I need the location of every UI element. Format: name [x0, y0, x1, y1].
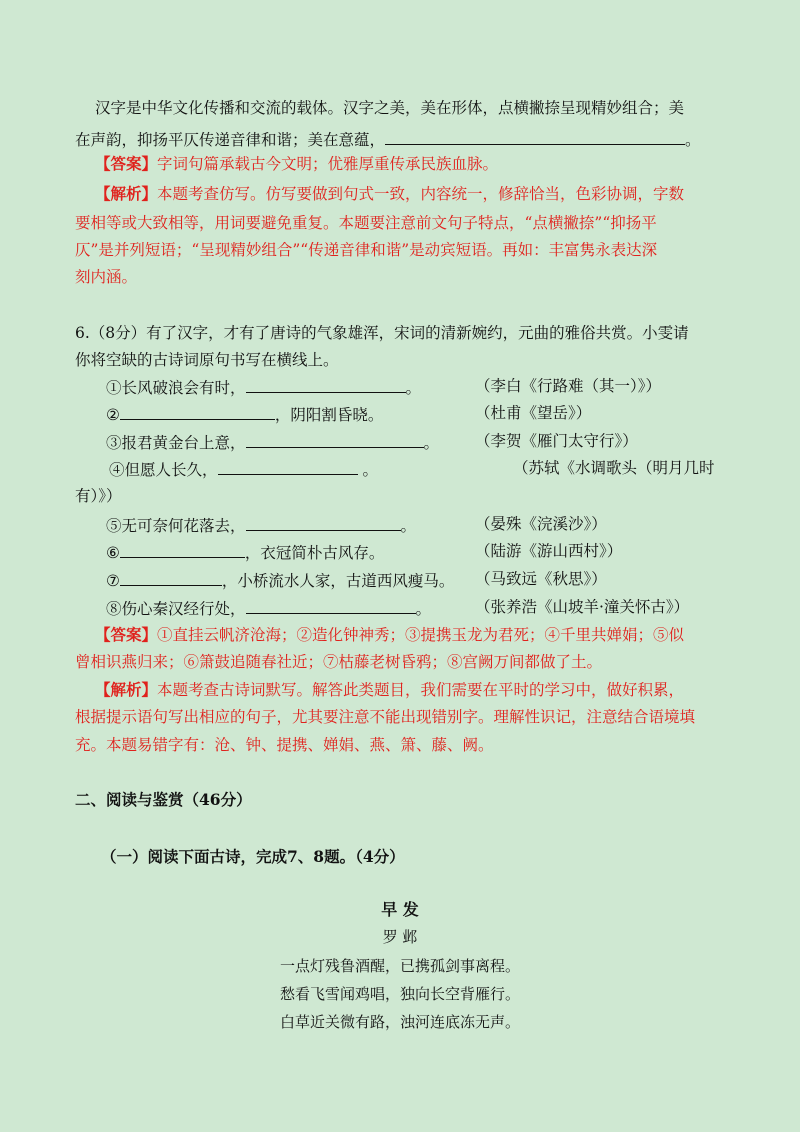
- passage-line-2: [75, 128, 735, 150]
- fill-blank: [385, 128, 685, 145]
- item-prefix: ④但愿人长久，: [109, 461, 218, 479]
- analysis-5-line-2: 要相等或大致相等，用词要避免重复。本题要注意前文句子特点，“点横撇捺”“抑扬平: [75, 214, 657, 232]
- fill-blank: [218, 458, 358, 475]
- poem-item-6: [106, 541, 766, 563]
- passage-line-2-end: 。: [685, 131, 701, 149]
- item-source: （李白《行路难（其一）》）: [475, 377, 662, 395]
- analysis-text: 本题考查古诗词默写。解答此类题目，我们需要在平时的学习中，做好积累，: [157, 681, 685, 699]
- question-6-line-1: 6.（8分）有了汉字，才有了唐诗的气象雄浑，宋词的清新婉约，元曲的雅俗共赏。小雯请: [75, 324, 689, 342]
- answer-tag: 【答案】: [95, 625, 158, 644]
- item-suffix: ，阴阳割昏晓。: [274, 406, 384, 424]
- analysis-6-line-1: [95, 680, 755, 700]
- answer-tag: 【答案】: [95, 154, 158, 173]
- item-prefix: ⑥: [106, 544, 120, 562]
- item-prefix: ③报君黄金台上意，: [106, 434, 246, 452]
- poem-line-2: 愁看飞雪闻鸡唱，独向长空背雁行。: [279, 985, 520, 1003]
- item-suffix: 。: [405, 379, 422, 397]
- fill-blank: [120, 569, 222, 586]
- item-source: （张养浩《山坡羊·潼关怀古》）: [475, 598, 690, 616]
- answer-5: [95, 154, 755, 174]
- section-title: 二、阅读与鉴赏（46分）: [75, 790, 252, 809]
- poem-line-3: 白草近关微有路，浊河连底冻无声。: [279, 1013, 520, 1031]
- item-prefix: ⑤无可奈何花落去，: [106, 517, 246, 535]
- poem-item-5: [106, 514, 766, 536]
- fill-blank: [120, 541, 245, 558]
- fill-blank: [246, 431, 424, 448]
- passage-line-1: 汉字是中华文化传播和交流的载体。汉字之美，美在形体，点横撇捺呈现精妙组合；美: [95, 99, 685, 117]
- item-suffix: 。: [415, 600, 432, 618]
- fill-blank: [246, 376, 406, 393]
- analysis-6-line-2: 根据提示语句写出相应的句子，尤其要注意不能出现错别字。理解性识记，注意结合语境填: [75, 708, 696, 726]
- item-suffix: 。: [423, 434, 440, 452]
- fill-blank: [120, 403, 275, 420]
- item-prefix: ①长风破浪会有时，: [106, 379, 246, 397]
- answer-6-line-1: [95, 625, 755, 645]
- analysis-tag: 【解析】: [95, 184, 158, 203]
- item-source: （陆游《游山西村》）: [475, 542, 623, 560]
- analysis-5-line-4: 刻内涵。: [75, 268, 138, 286]
- poem-item-8: [106, 597, 766, 619]
- item-source: （李贺《雁门太守行》）: [475, 432, 638, 450]
- analysis-6-line-3: 充。本题易错字有：沧、钟、提携、婵娟、燕、箫、藤、阙。: [75, 736, 494, 754]
- answer-text: 字词句篇承载古今文明；优雅厚重传承民族血脉。: [157, 155, 499, 173]
- item-source: （苏轼《水调歌头（明月几时: [513, 459, 715, 477]
- item-prefix: ⑦: [106, 572, 120, 590]
- poem-item-3: [106, 431, 766, 453]
- analysis-text: 本题考查仿写。仿写要做到句式一致，内容统一，修辞恰当，色彩协调，字数: [157, 185, 685, 203]
- poem-title: 早 发: [381, 900, 419, 919]
- poem-item-1: [106, 376, 766, 398]
- item-source: （杜甫《望岳》）: [475, 404, 592, 422]
- answer-6-line-2: 曾相识燕归来；⑥箫鼓追随春社近；⑦枯藤老树昏鸦；⑧宫阙万间都做了土。: [75, 653, 603, 671]
- poem-item-2: [106, 403, 766, 425]
- item-prefix: ②: [106, 406, 120, 424]
- question-6-line-2: 你将空缺的古诗词原句书写在横线上。: [75, 351, 339, 369]
- analysis-5-line-1: [95, 184, 755, 204]
- item-suffix: ，衣冠简朴古风存。: [244, 544, 385, 562]
- item-suffix: ，小桥流水人家，古道西风瘦马。: [221, 572, 455, 590]
- item-source: （马致远《秋思》）: [475, 570, 607, 588]
- poem-author: 罗 邺: [382, 928, 418, 946]
- analysis-5-line-3: 仄”是并列短语；“呈现精妙组合”“传递音律和谐”是动宾短语。再如：丰富隽永表达深: [75, 241, 658, 259]
- item-prefix: ⑧伤心秦汉经行处，: [106, 600, 246, 618]
- fill-blank: [246, 514, 401, 531]
- item-suffix: 。: [357, 461, 378, 479]
- answer-text: ①直挂云帆济沧海；②造化钟神秀；③提携玉龙为君死；④千里共婵娟；⑤似: [157, 626, 685, 644]
- poem-item-7: [106, 569, 766, 591]
- poem-line-1: 一点灯残鲁酒醒，已携孤剑事离程。: [279, 957, 520, 975]
- poem-item-4: [109, 458, 769, 480]
- passage-line-2-text: 在声韵，抑扬平仄传递音律和谐；美在意蕴，: [75, 131, 386, 149]
- item-suffix: 。: [400, 517, 417, 535]
- fill-blank: [246, 597, 416, 614]
- section-subtitle: （一）阅读下面古诗，完成7、8题。（4分）: [101, 847, 405, 866]
- analysis-tag: 【解析】: [95, 680, 158, 699]
- item-source: （晏殊《浣溪沙》）: [475, 515, 607, 533]
- poem-item-4-wrap: 有）》）: [75, 487, 122, 505]
